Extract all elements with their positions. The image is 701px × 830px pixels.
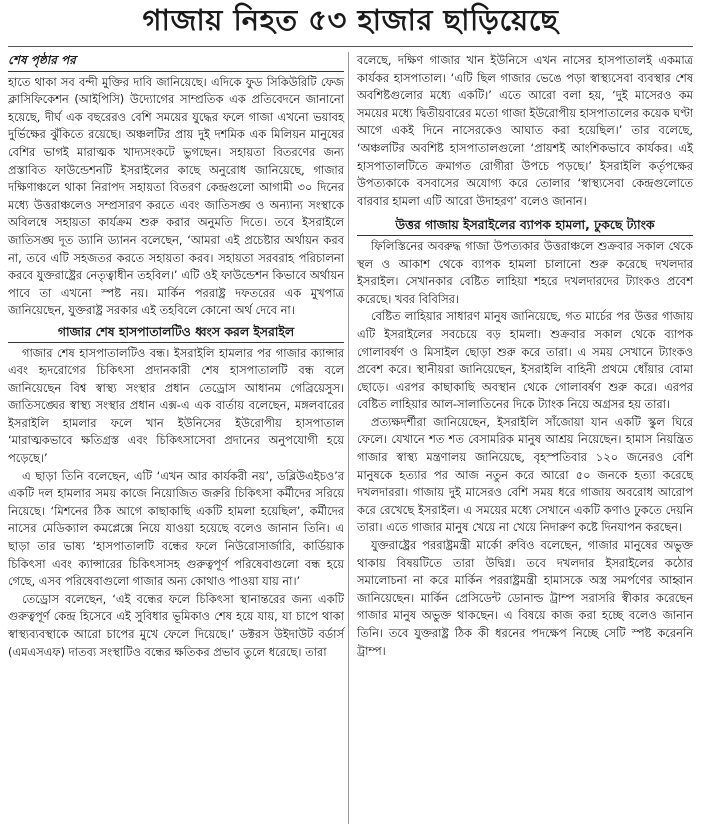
- section-subheading: গাজার শেষ হাসপাতালটিও ধ্বংস করল ইসরাইল: [8, 323, 344, 343]
- article-paragraph: এ ছাড়া তিনি বলেছেন, এটি ‘এখন আর কার্যকরী নয়’, ডব্লিউএইচও’র একটি দল হামলার সময় কাজে নিয়োজিত জরুরি চিকিৎসা কর্মীদের সরিয়ে নিয়েছে। ‘মিশনের ঠিক আগে কাছাকাছি একটি হামলা হয়েছিল’, কর্মীদের নাসের মেডিক্যাল কমপ্লেক্সে নিয়ে যাওয়া হয়েছে বলেও জানান তিনি। এ ছাড়া তার ভাষ্য ‘হাসপাতালটি বন্ধের ফলে নিউরোসার্জারি, কার্ডিয়াক চিকিৎসা এবং ক্যান্সারের চিকিৎসাসহ গুরুত্বপূর্ণ পরিষেবাগুলো বন্ধ হয়ে গেছে, এসব পরিষেবাগুলো গাজার অন্য কোথাও পাওয়া যায় না।’: [8, 468, 344, 589]
- article-paragraph: প্রত্যক্ষদর্শীরা জানিয়েছেন, ইসরাইলি সাঁজোয়া যান একটি স্কুল ঘিরে ফেলে। যেখানে শত শত বেসামরিক মানুষ আশ্রয় নিয়েছেন। হামাস নিয়ন্ত্রিত গাজার স্বাস্থ্য মন্ত্রণালয় জানিয়েছে, বৃহস্পতিবার ১২০ জনেরও বেশি মানুষকে হত্যার পর আজ নতুন করে আরো ৫০ জনকে হত্যা করেছে দখলদাররা। গাজায় দুই মাসেরও বেশি সময় ধরে গাজায় অবরোধ আরোপ করে রেখেছে ইসরাইল। এ সময়ের মধ্যে সেখানে একটি কণাও ঢুকতে দেয়নি তারা। এতে গাজার মানুষ খেয়ে না খেয়ে নিদারুণ কষ্টে দিনযাপন করছেন।: [357, 414, 693, 535]
- article-paragraph: হাতে থাকা সব বন্দী মুক্তির দাবি জানিয়েছে। এদিকে ফুড সিকিউরিটি ফেজ ক্লাসিফিকেশন (আইপিসি) উদ্যোগের সাম্প্রতিক এক প্রতিবেদনে জানানো হয়েছে, দীর্ঘ এক বছরেরও বেশি সময়ের যুদ্ধের ফলে গাজা এখনো ভয়াবহ দুর্ভিক্ষের ঝুঁকিতে রয়েছে। অঞ্চলটির প্রায় দুই দশমিক এক মিলিয়ন মানুষের বেশির ভাগই মারাত্মক খাদ্যসংকটে ভুগছেন। সহায়তা বিতরণের জন্য প্রস্তাবিত ফাউন্ডেশনটি ইসরাইলের কাছে অনুরোধ জানিয়েছে, গাজার দক্ষিণাঞ্চলে থাকা নিরাপদ সহায়তা বিতরণ কেন্দ্রগুলো আগামী ৩০ দিনের মধ্যে উত্তরাঞ্চলেও সম্প্রসারণ করতে এবং জাতিসঙ্ঘ ও অন্যান্য সংস্থাকে অবিলম্বে সহায়তা কার্যক্রম শুরু করার অনুমতি দিতে। তবে ইসরাইলে জাতিসঙ্ঘ দূত ড্যানি ড্যানন বলেছেন, ‘আমরা এই প্রচেষ্টার অর্থায়ন করব না, তবে এটি সহজতর করতে সহায়তা করব। সহায়তা সরবরাহ পরিচালনা করবে যুক্তরাষ্ট্রের নেতৃত্বাধীন তহবিল।’ এটি ওই ফাউন্ডেশন কিভাবে অর্থায়ন পাবে তা এখনো স্পষ্ট নয়। মার্কিন পররাষ্ট্র দফতরের এক মুখপাত্র জানিয়েছেন, যুক্তরাষ্ট্র সরকার এই তহবিলে কোনো অর্থ দেবে না।: [8, 74, 344, 318]
- article-paragraph: বেষ্টিত লাহিয়ার সাধারণ মানুষ জানিয়েছে, গত মার্চের পর উত্তর গাজায় এটি ইসরাইলের সবচেয়ে বড় হামলা। শুক্রবার সকাল থেকে ব্যাপক গোলাবর্ষণ ও মিসাইল ছোড়া শুরু করে তারা। এ সময় সেখানে ট্যাংকও প্রবেশ করে। স্থানীয়রা জানিয়েছেন, ইসরাইলি বাহিনী প্রথমে ধোঁয়ার বোমা ছোড়ে। এরপর কাছাকাছি অবস্থান থেকে গোলাবর্ষণ শুরু করে। এরপর বেষ্টিত লাহিয়ার আল-সালাতিনের দিকে ট্যাংক নিয়ে অগ্রসর হয় তারা।: [357, 309, 693, 412]
- article-paragraph: তেড্রোস বলেছেন, ‘এই বন্ধের ফলে চিকিৎসা স্থানান্তরের জন্য একটি গুরুত্বপূর্ণ কেন্দ্র হিসেবে এই সুবিধার ভূমিকাও শেষ হয়ে যায়, যা চাপে থাকা স্বাস্থ্যব্যবস্থাকে আরো চাপের মুখে ফেলে দিয়েছে।’ ডক্টরস উইদাউট বর্ডার্স (এমএসএফ) দাতব্য সংস্থাটিও বন্ধের ক্ষতিকর প্রভাব তুলে ধরেছে। তারা: [8, 591, 344, 659]
- headline-divider: [8, 46, 693, 47]
- article-paragraph: গাজার শেষ হাসপাতালটিও বন্ধ। ইসরাইলি হামলার পর গাজার ক্যান্সার এবং হৃদরোগের চিকিৎসা প্রদানকারী শেষ হাসপাতালটি বন্ধ বলে জানিয়েছেন বিশ্ব স্বাস্থ্য সংস্থার প্রধান তেড্রোস আধানম গেব্রিয়েসুস। জাতিসঙ্ঘের স্বাস্থ্য সংস্থার প্রধান এক্স-এ এক বার্তায় বলেছেন, মঙ্গলবারের ইসরাইলি হামলার ফলে খান ইউনিসের ইউরোপীয় হাসপাতাল ‘মারাত্মকভাবে ক্ষতিগ্রস্ত এবং চিকিৎসাসেবা প্রদানের অনুপযোগী হয়ে পড়েছে।’: [8, 345, 344, 466]
- column-divider: [348, 52, 349, 824]
- article-paragraph: যুক্তরাষ্ট্রের পররাষ্ট্রমন্ত্রী মার্কো রুবিও বলেছেন, গাজার মানুষের অভুক্ত থাকায় বিষয়টিতে তারা উদ্বিগ্ন। তবে দখলদার ইসরাইলের কঠোর সমালোচনা না করে মার্কিন পররাষ্ট্রমন্ত্রী হামাসকে অস্ত্র সমর্পণের আহ্বান জানিয়েছেন। মার্কিন প্রেসিডেন্ট ডোনাল্ড ট্রাম্প সরাসরি স্বীকার করেছেন গাজার মানুষ অভুক্ত থাকছেন। এ বিষয়ে কাজ করা হচ্ছে বলেও জানান তিনি। তবে যুক্তরাষ্ট্র ঠিক কী ধরনের পদক্ষেপ নিচ্ছে সেটি স্পষ্ট করেননি ট্রাম্প।: [357, 538, 693, 658]
- article-paragraph: ফিলিস্তিনের অবরুদ্ধ গাজা উপত্যকার উত্তরাঞ্চলে শুক্রবার সকাল থেকে স্থল ও আকাশ থেকে ব্যাপক হামলা চালানো শুরু করেছে দখলদার ইসরাইল। সেখানকার বেষ্টিত লাহিয়া শহরে দখলদারদের ট্যাংকও প্রবেশ করেছে। খবর বিবিসির।: [357, 238, 693, 306]
- continued-from-label: শেষ পৃষ্ঠার পর: [8, 52, 344, 72]
- article-headline: গাজায় নিহত ৫৩ হাজার ছাড়িয়েছে: [142, 2, 559, 37]
- left-column: [8, 52, 344, 661]
- article-paragraph: বলেছে, দক্ষিণ গাজার খান ইউনিসে এখন নাসের হাসপাতালই একমাত্র কার্যকর হাসপাতাল। ‘এটি ছিল গাজার ভেঙে পড়া স্বাস্থ্যসেবা ব্যবস্থার শেষ অবশিষ্টগুলোর মধ্যে একটি।’ এতে আরো বলা হয়, ‘দুই মাসেরও কম সময়ের মধ্যে দ্বিতীয়বারের মতো গাজা ইউরোপীয় হাসপাতালের কয়েক ঘণ্টা আগে একই দিনে নাসেরকেও আঘাত করা হয়েছিল।’ তার বলেছে, ‘অঞ্চলটির অবশিষ্ট হাসপাতালগুলো ‘প্রায়শই আংশিকভাবে কার্যকর। এই হাসপাতালটিতে ক্রমাগত রোগীরা উপচে পড়ছে।’ ইসরাইলি কর্তৃপক্ষের উপত্যকাকে বসবাসের অযোগ্য করে তোলার ‘স্বাস্থ্যসেবা কেন্দ্রগুলোতে বারবার হামলা এটি আরো উদাহরণ’ বলেও জানান।: [357, 53, 693, 208]
- right-column: [357, 52, 693, 660]
- section-subheading: উত্তর গাজায় ইসরাইলের ব্যাপক হামলা, ঢুকছে ট্যাংক: [357, 216, 693, 236]
